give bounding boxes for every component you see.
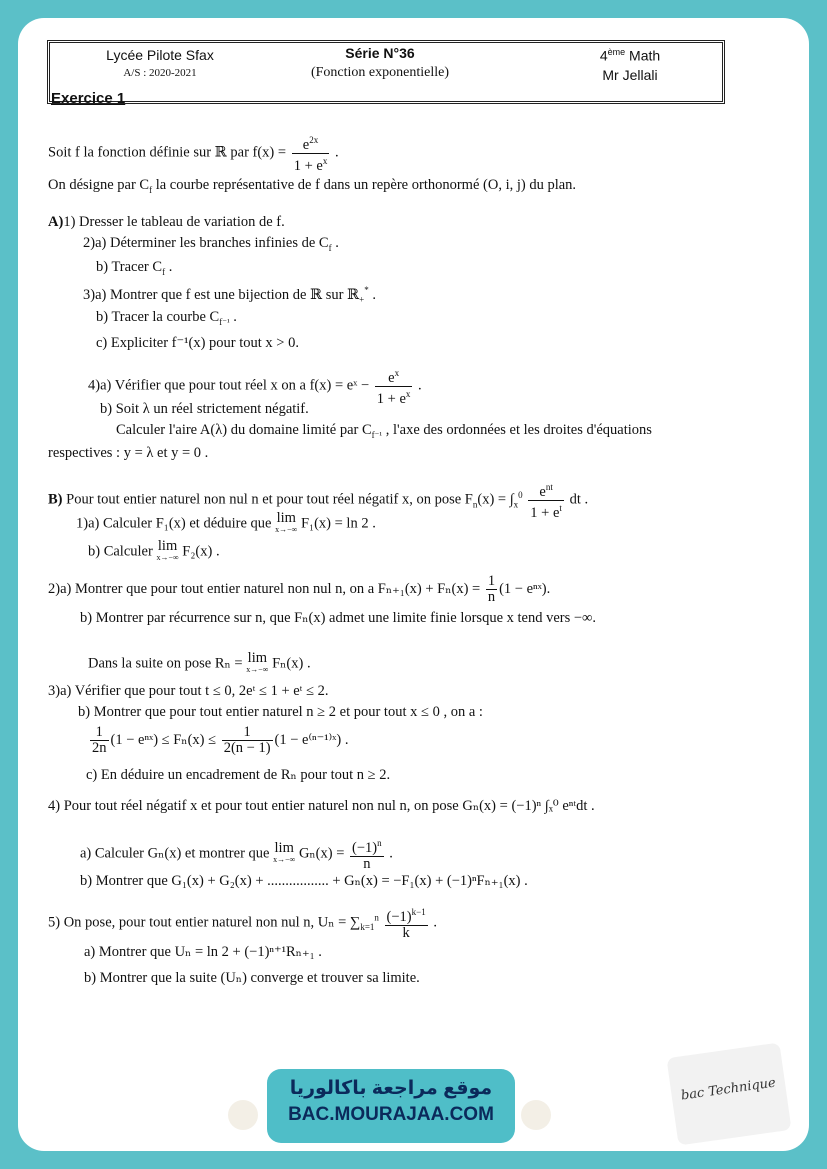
site-banner[interactable] <box>267 1069 515 1143</box>
serie-title: Série N°36 <box>345 45 415 61</box>
line-definition: Soit f la fonction définie sur ℝ par f(x) = $\frac{e^{2x}}{1 + e^x}$ . <box>48 135 339 174</box>
line-a4d: respectives : y = λ et y = 0 . <box>48 445 209 461</box>
line-b5b: b) Montrer que la suite (Uₙ) converge et trouver sa limite. <box>84 970 420 986</box>
line-a2b: b) Tracer $C_f$ . <box>96 259 173 277</box>
teacher-name: Mr Jellali <box>602 67 658 83</box>
line-b1b: b) Calculer lim x→−∞ F₂(x) . <box>88 538 220 562</box>
exercise-title: Exercice 1 <box>51 90 126 107</box>
line-a4a: 4)a) Vérifier que pour tout réel x on a f(x) = eˣ − $\frac{e^x}{1 + e^x}$ . <box>88 368 422 407</box>
line-b3c: c) En déduire un encadrement de Rₙ pour tout n ≥ 2. <box>86 767 391 783</box>
line-a3c: c) Expliciter f⁻¹(x) pour tout x > 0. <box>96 335 299 351</box>
site-url[interactable]: BAC.MOURAJAA.COM <box>288 1104 494 1125</box>
line-b3a: 3)a) Vérifier que pour tout t ≤ 0, 2eᵗ ≤ 1 + eᵗ ≤ 2. <box>48 683 329 699</box>
site-arabic: موقع مراجعة باكالوريا <box>289 1078 493 1099</box>
line-b4b: b) Montrer que G₁(x) + G₂(x) + ................. + Gₙ(x) = −F₁(x) + (−1)ⁿFₙ₊₁(x) . <box>80 873 528 889</box>
left-logo-icon <box>228 1100 258 1130</box>
line-curve: On désigne par $C_f$ la courbe représentative de f dans un repère orthonormé (O, i, j) du plan. <box>48 177 577 195</box>
line-a1: A)1) Dresser le tableau de variation de f. <box>48 214 285 230</box>
line-b2c: Dans la suite on pose Rₙ = lim x→−∞ Fₙ(x) . <box>88 650 311 674</box>
line-b4: 4) Pour tout réel négatif x et pour tout entier naturel non nul n, on pose Gₙ(x) = (−1)ⁿ ∫ₓ⁰ eⁿᵗdt . <box>48 798 595 814</box>
serie-topic: (Fonction exponentielle) <box>310 65 450 80</box>
school-year: A/S : 2020-2021 <box>123 67 197 79</box>
line-b0: B) Pour tout entier naturel non nul n et pour tout réel négatif x, on pose $F_n(x) = \int_x^0$ $\frac{e^{nt}}{1 + e^t}$ dt . <box>48 482 589 521</box>
line-b3b: b) Montrer que pour tout entier naturel n ≥ 2 et pour tout x ≤ 0 , on a : <box>78 704 483 720</box>
line-b4a: a) Calculer Gₙ(x) et montrer que lim x→−∞ Gₙ(x) = $\frac{(-1)^n}{n}$ . <box>80 838 393 872</box>
line-b1a: 1)a) Calculer F₁(x) et déduire que lim x→−∞ F₁(x) = ln 2 . <box>76 510 376 534</box>
line-b2b: b) Montrer par récurrence sur n, que Fₙ(x) admet une limite finie lorsque x tend vers −∞. <box>80 610 597 626</box>
line-b5: 5) On pose, pour tout entier naturel non nul n, $U_n = \sum_{k=1}^n$ $\frac{(-1)^{k-1}}{k}$ . <box>48 907 437 941</box>
line-b2a: 2)a) Montrer que pour tout entier naturel non nul n, on a Fₙ₊₁(x) + Fₙ(x) = $\frac{1}{n}$ (1 − eⁿˣ). <box>48 573 551 605</box>
line-b5a: a) Montrer que Uₙ = ln 2 + (−1)ⁿ⁺¹Rₙ₊₁ . <box>84 944 322 960</box>
line-a2a: 2)a) Déterminer les branches infinies de $C_f$ . <box>83 235 339 253</box>
right-logo-icon <box>521 1100 551 1130</box>
header-box <box>47 40 725 104</box>
bac-technique-badge: bac Technique <box>666 1042 791 1145</box>
school-name: Lycée Pilote Sfax <box>106 47 214 63</box>
class-label: 4ème Math <box>599 47 661 64</box>
line-b3b-inequality: $\frac{1}{2n}$ (1 − eⁿˣ) ≤ Fₙ(x) ≤ $\frac{1}{2(n - 1)}$ (1 − e⁽ⁿ⁻¹⁾ˣ) . <box>92 724 349 756</box>
line-a3a: 3)a) Montrer que f est une bijection de ℝ sur ℝ$_+$* . <box>83 285 376 305</box>
line-a3b: b) Tracer la courbe $C_{f^{-1}}$ . <box>96 309 237 327</box>
line-a4b: b) Soit λ un réel strictement négatif. <box>100 401 309 417</box>
line-a4c: Calculer l'aire A(λ) du domaine limité par $C_{f^{-1}}$ , l'axe des ordonnées et les droites d'équations <box>116 422 652 440</box>
